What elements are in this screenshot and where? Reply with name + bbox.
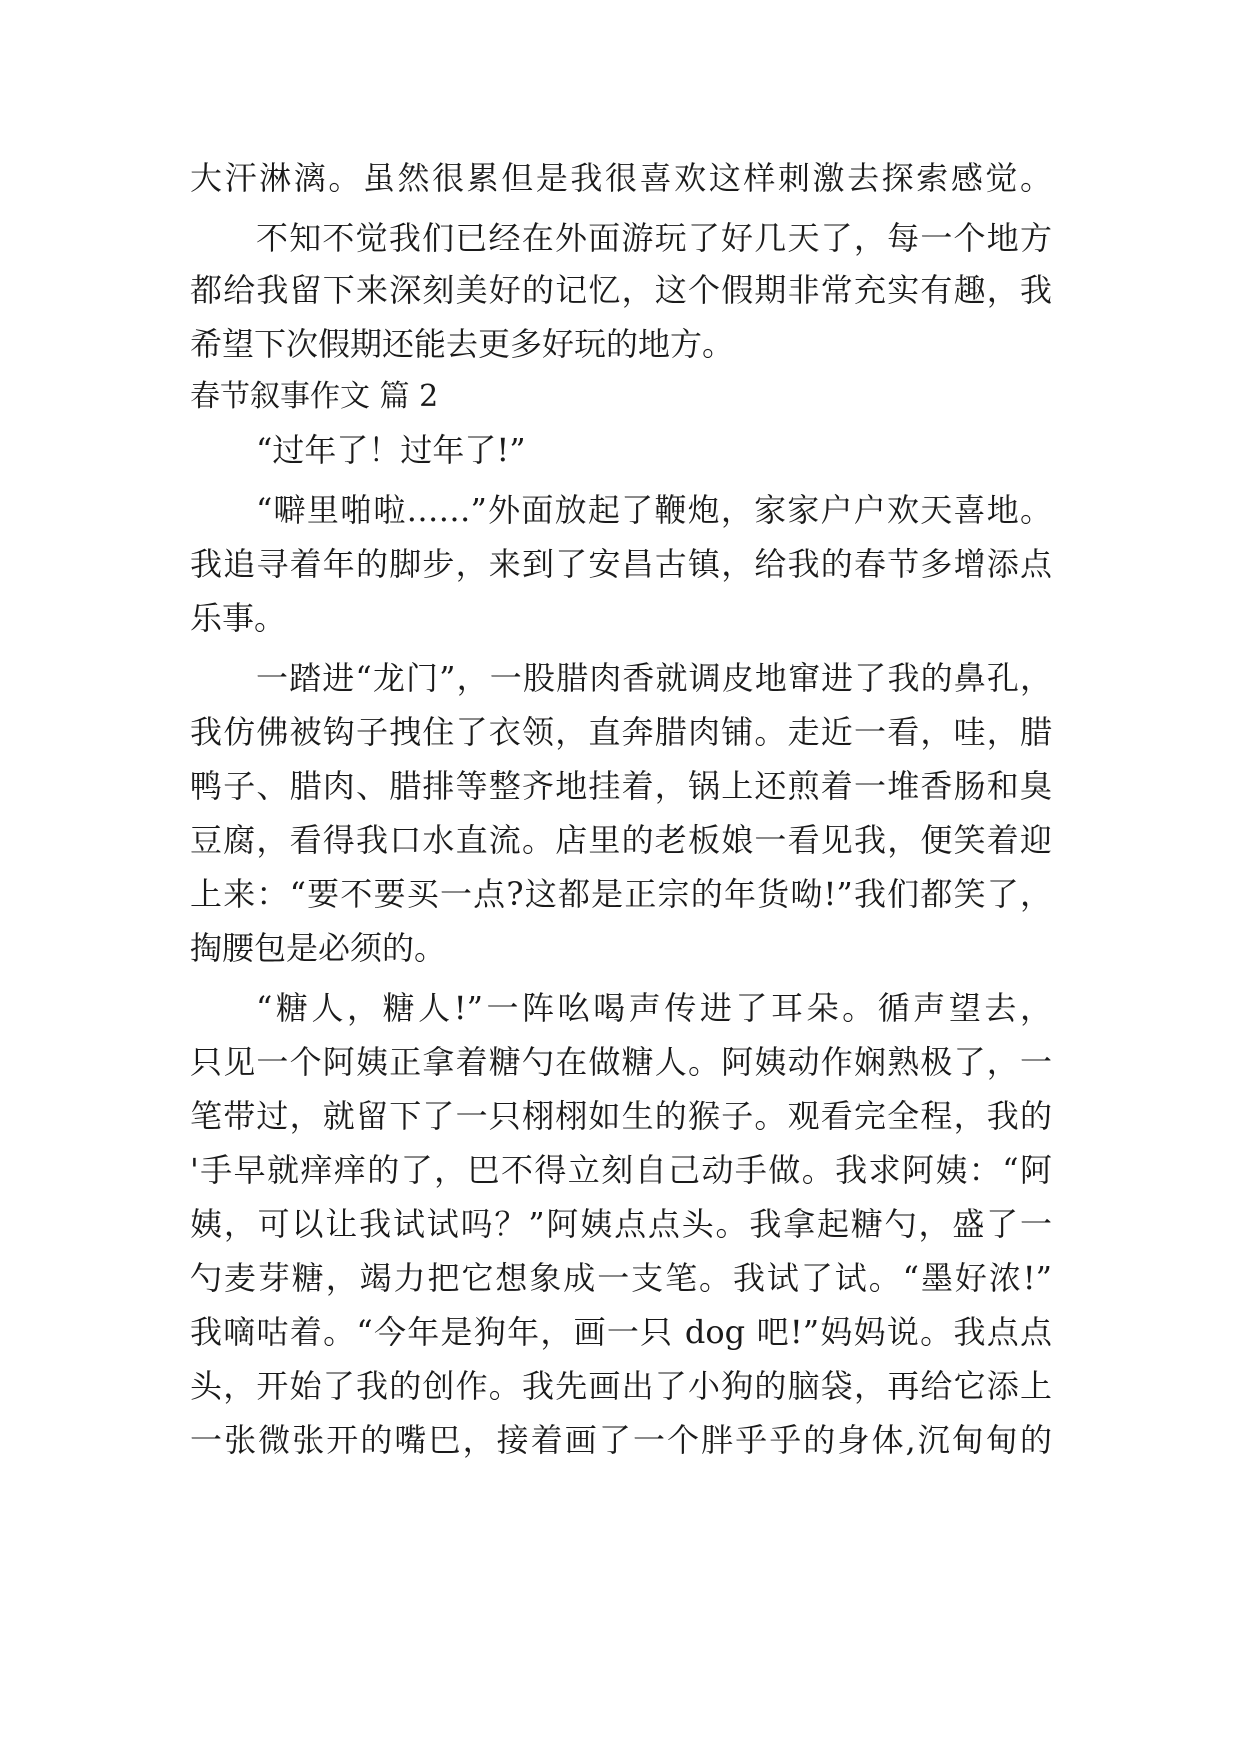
text-line: 鸭子、腊肉、腊排等整齐地挂着，锅上还煎着一堆香肠和臭	[190, 767, 1052, 805]
text-line: 我仿佛被钩子拽住了衣领，直奔腊肉铺。走近一看，哇，腊	[190, 713, 1052, 751]
text-line: 都给我留下来深刻美好的记忆，这个假期非常充实有趣，我	[190, 271, 1052, 309]
text-line: 我追寻着年的脚步，来到了安昌古镇，给我的春节多增添点	[190, 545, 1052, 583]
text-line: 乐事。	[190, 599, 287, 637]
text-line: '手早就痒痒的了，巴不得立刻自己动手做。我求阿姨：“阿	[190, 1151, 1052, 1189]
text-line: 一踏进“龙门”，一股腊肉香就调皮地窜进了我的鼻孔，	[256, 659, 1052, 697]
text-line: 豆腐，看得我口水直流。店里的老板娘一看见我，便笑着迎	[190, 821, 1052, 859]
text-line: “过年了！过年了!”	[256, 431, 526, 469]
text-line: 一张微张开的嘴巴，接着画了一个胖乎乎的身体,沉甸甸的	[190, 1421, 1052, 1459]
text-line: “噼里啪啦……”外面放起了鞭炮，家家户户欢天喜地。	[256, 491, 1052, 529]
text-line: 勺麦芽糖，竭力把它想象成一支笔。我试了试。“墨好浓!”	[190, 1259, 1052, 1297]
text-line: 不知不觉我们已经在外面游玩了好几天了，每一个地方	[256, 219, 1052, 257]
text-line: “糖人，糖人!”一阵吆喝声传进了耳朵。循声望去，	[256, 989, 1052, 1027]
text-line: 姨，可以让我试试吗？”阿姨点点头。我拿起糖勺，盛了一	[190, 1205, 1052, 1243]
text-line: 掏腰包是必须的。	[190, 929, 447, 967]
text-line: 头，开始了我的创作。我先画出了小狗的脑袋，再给它添上	[190, 1367, 1052, 1405]
text-line: 只见一个阿姨正拿着糖勺在做糖人。阿姨动作娴熟极了，一	[190, 1043, 1052, 1081]
text-line: 大汗淋漓。虽然很累但是我很喜欢这样刺激去探索感觉。	[190, 159, 1052, 197]
text-line: 上来：“要不要买一点?这都是正宗的年货呦!”我们都笑了，	[190, 875, 1052, 913]
text-line: 希望下次假期还能去更多好玩的地方。	[190, 325, 735, 363]
section-heading: 春节叙事作文 篇 2	[190, 379, 439, 414]
text-line: 笔带过，就留下了一只栩栩如生的猴子。观看完全程，我的	[190, 1097, 1052, 1135]
text-line: 我嘀咕着。“今年是狗年，画一只 dog 吧!”妈妈说。我点点	[190, 1313, 1052, 1351]
